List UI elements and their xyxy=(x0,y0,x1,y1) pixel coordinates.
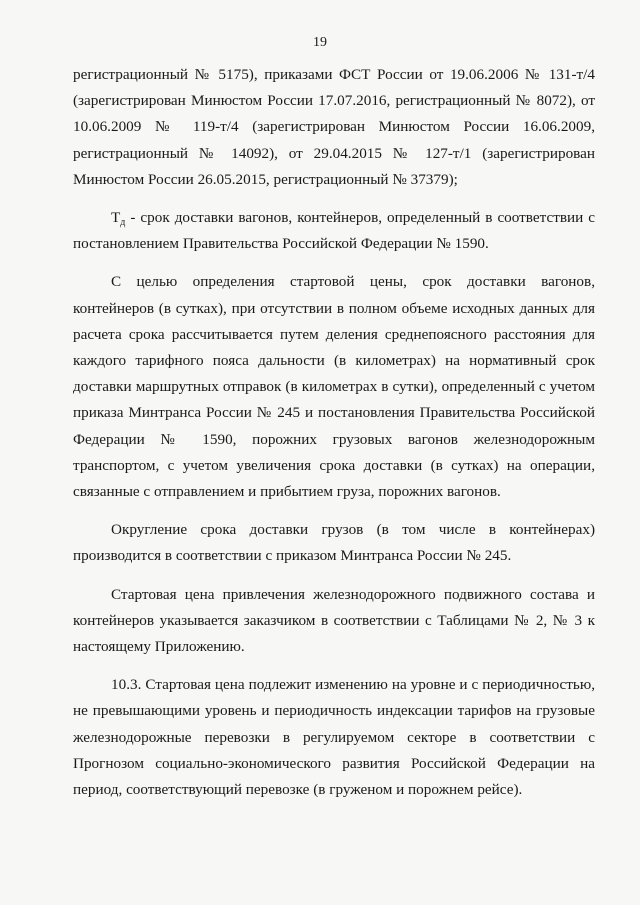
paragraph-start-price-delivery-calc: С целью определения стартовой цены, срок доставки вагонов, контейнеров (в сутках), при отсутствии в полном объеме исходных данных для расчета срока рассчитывается путем деления среднепоясного расстояния для каждого тарифного пояса дальности (в километрах) на нормативный срок доставки маршрутных отправок (в километрах в сутки), определенный с учетом приказа Минтранса России № 245 и постановления Правительства Российской Федерации № 1590, порожних грузовых вагонов железнодорожным транспортом, с учетом увеличения срока доставки (в сутках) на операции, связанные с отправлением и прибытием груза, порожних вагонов. xyxy=(73,273,595,501)
delivery-term-text: - срок доставки вагонов, контейнеров, определенный в соответствии с постановлением Правительства Российской Федерации № 1590. xyxy=(73,209,595,253)
page-number: 19 xyxy=(313,35,327,50)
paragraph-delivery-term-definition xyxy=(73,205,595,257)
paragraph-10-3: 10.3. Стартовая цена подлежит изменению на уровне и с периодичностью, не превышающими уровень и периодичность индексации тарифов на грузовые железнодорожные перевозки в регулируемом секторе в соответствии с Прогнозом социально-экономического развития Российской Федерации на период, соответствующий перевозке (в груженом и порожнем рейсе). xyxy=(73,676,595,799)
paragraph-start-price-tables: Стартовая цена привлечения железнодорожного подвижного состава и контейнеров указывается заказчиком в соответствии с Таблицами № 2, № 3 к настоящему Приложению. xyxy=(73,585,595,656)
delivery-term-subscript: д xyxy=(120,217,126,229)
paragraph-registration-continuation: регистрационный № 5175), приказами ФСТ России от 19.06.2006 № 131-т/4 (зарегистрирован Минюстом России 17.07.2016, регистрационный № 8072), от 10.06.2009 № 119-т/4 (зарегистрирован Минюстом России 16.06.2009, регистрационный № 14092), от 29.04.2015 № 127-т/1 (зарегистрирован Минюстом России 26.05.2015, регистрационный № 37379); xyxy=(73,66,595,188)
delivery-term-symbol: Т xyxy=(111,209,121,227)
document-body xyxy=(73,62,595,803)
paragraph-rounding: Округление срока доставки грузов (в том числе в контейнерах) производится в соответствии с приказом Минтранса России № 245. xyxy=(73,521,595,565)
